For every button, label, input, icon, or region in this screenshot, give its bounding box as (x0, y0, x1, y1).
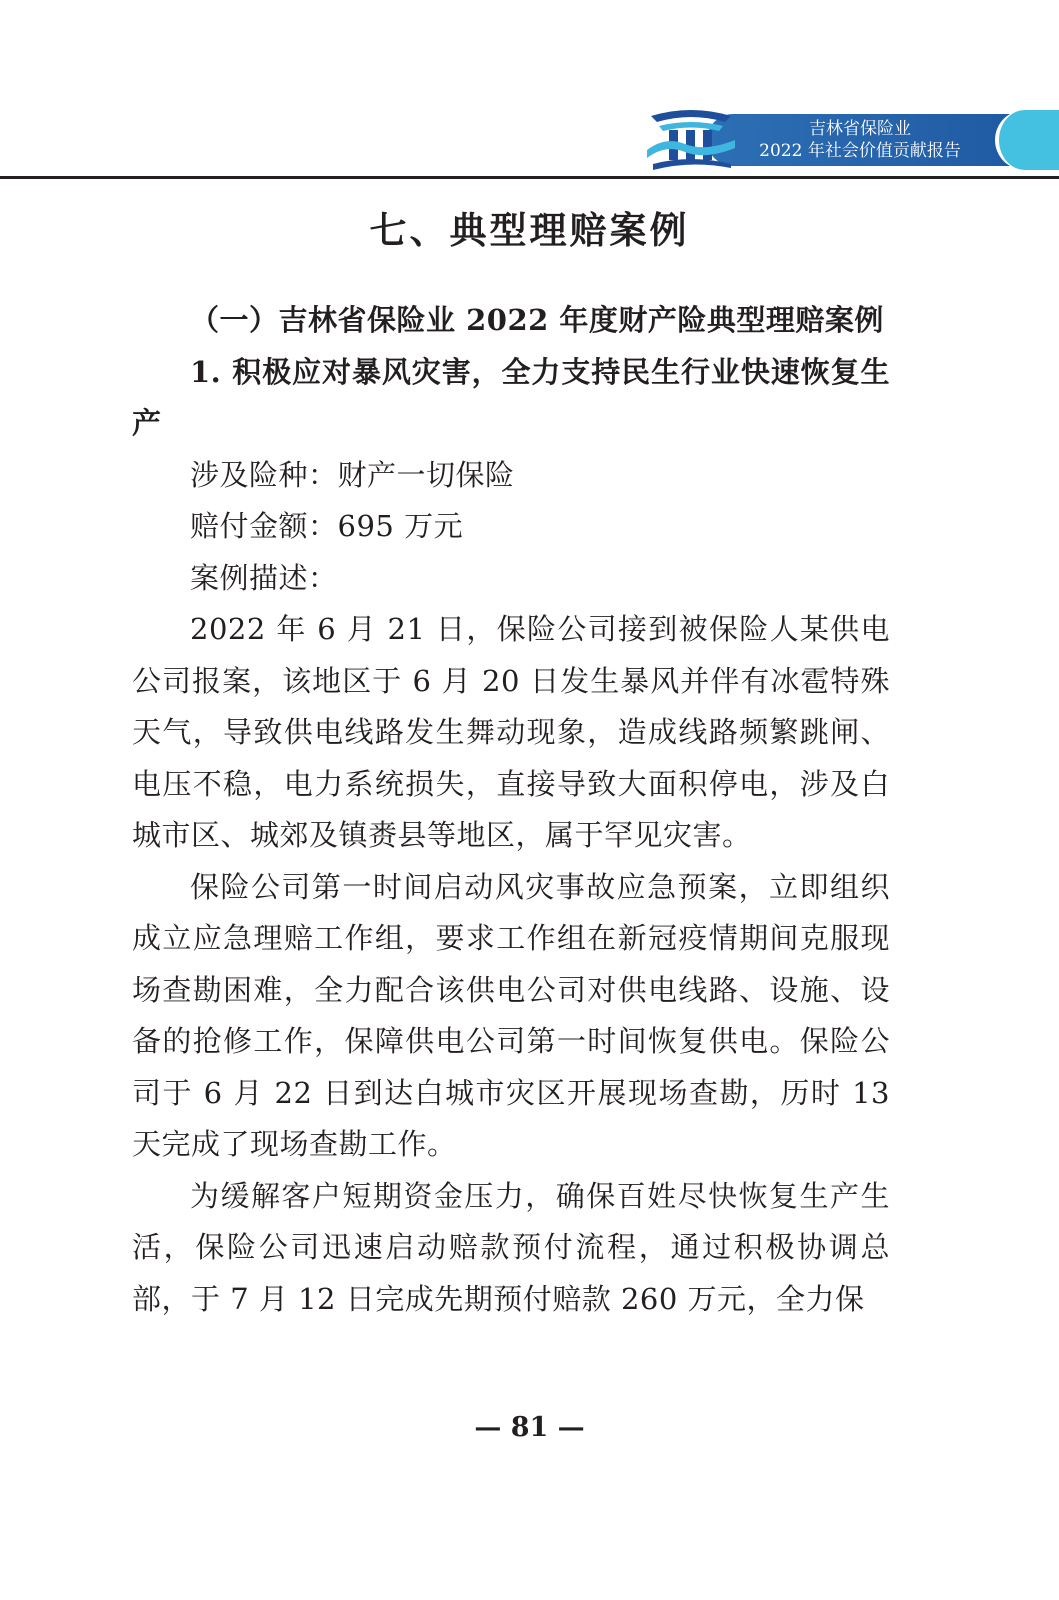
insurance-association-logo-icon (645, 106, 737, 172)
insurance-type-line: 涉及险种：财产一切保险 (190, 457, 515, 492)
header-title-line1: 吉林省保险业 (809, 119, 911, 139)
header-band (645, 106, 1059, 168)
header-banner-cap (995, 110, 1059, 170)
section-heading: （一）吉林省保险业 2022 年度财产险典型理赔案例 (190, 303, 884, 337)
payout-amount-line: 赔付金额：695 万元 (190, 509, 464, 543)
header-title-line2: 2022 年社会价值贡献报告 (759, 141, 961, 161)
case-paragraph: 为缓解客户短期资金压力，确保百姓尽快恢复生产生活，保险公司迅速启动赔款预付流程，通过积极协调总部，于 7 月 12 日完成先期预付赔款 260 万元，全力保 (132, 1178, 890, 1316)
case-paragraph: 2022 年 6 月 21 日，保险公司接到被保险人某供电公司报案，该地区于 6 月 20 日发生暴风并伴有冰雹特殊天气，导致供电线路发生舞动现象，造成线路频繁跳闸、电压不稳，电力系统损失，直接导致大面积停电，涉及白城市区、城郊及镇赉县等地区，属于罕见灾害。 (132, 612, 890, 852)
page-number: — 81 — (474, 1412, 585, 1443)
body-text (132, 295, 890, 1325)
case-description-label: 案例描述： (190, 560, 338, 595)
header-divider (0, 176, 1059, 179)
header-title (725, 118, 995, 162)
chapter-title: 七、典型理赔案例 (369, 208, 690, 252)
case-heading: 1. 积极应对暴风灾害，全力支持民生行业快速恢复生产 (132, 354, 890, 440)
case-paragraph: 保险公司第一时间启动风灾事故应急预案，立即组织成立应急理赔工作组，要求工作组在新冠疫情期间克服现场查勘困难，全力配合该供电公司对供电线路、设施、设备的抢修工作，保障供电公司第一时间恢复供电。保险公司于 6 月 22 日到达白城市灾区开展现场查勘，历时 13 天完成了现场查勘工作。 (132, 869, 890, 1161)
